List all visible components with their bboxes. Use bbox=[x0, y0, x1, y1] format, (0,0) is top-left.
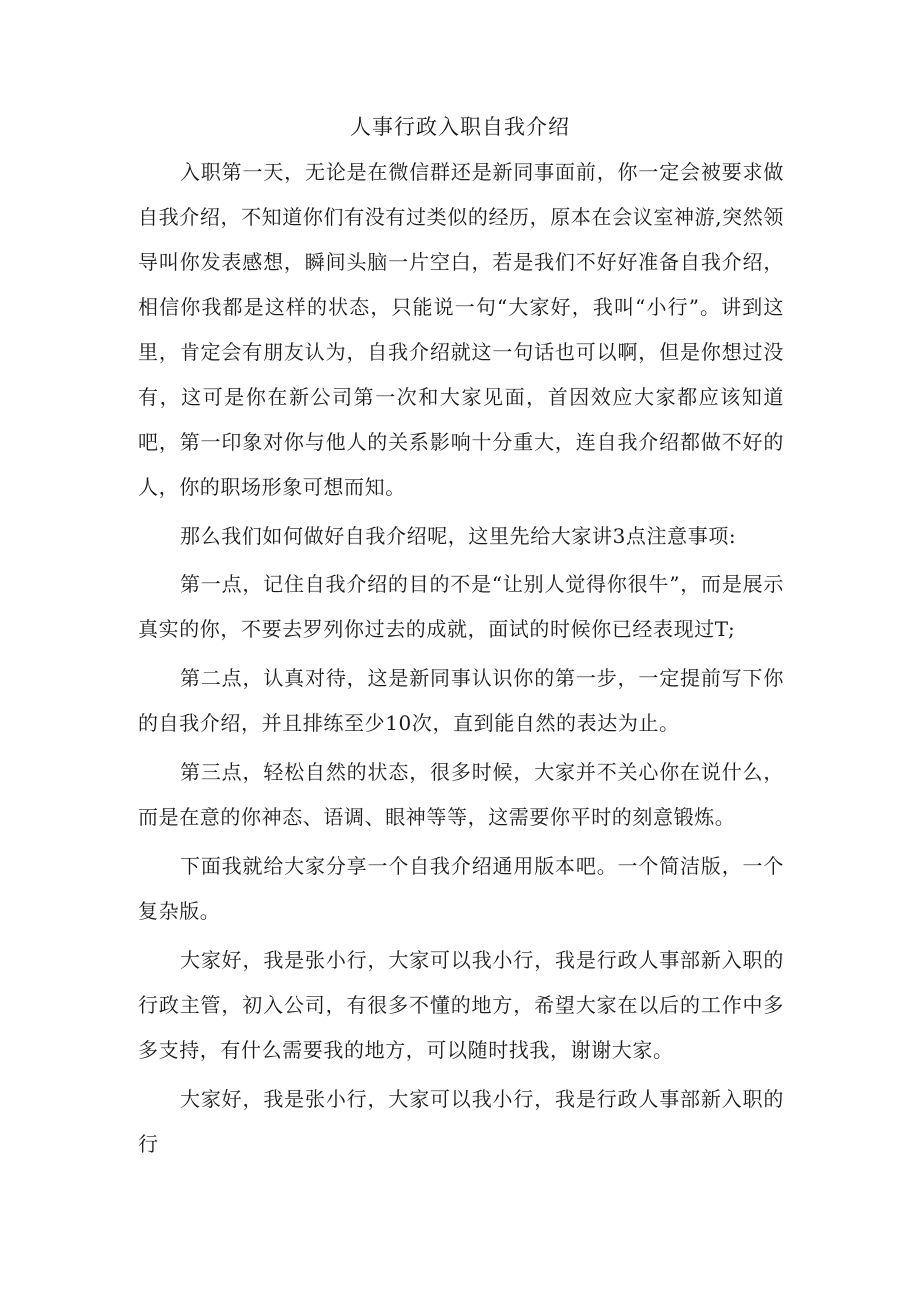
paragraph-tip-two: 第二点，认真对待，这是新同事认识你的第一步，一定提前写下你的自我介绍，并且排练至少10次，直到能自然的表达为止。 bbox=[138, 666, 784, 735]
paragraph-tip-three: 第三点，轻松自然的状态，很多时候，大家并不关心你在说什么，而是在意的你神态、语调、眼神等等，这需要你平时的刻意锻炼。 bbox=[138, 760, 784, 829]
paragraph-tips-lead: 那么我们如何做好自我介绍呢，这里先给大家讲3点注意事项: bbox=[180, 524, 737, 548]
paragraph-intro: 入职第一天，无论是在微信群还是新同事面前，你一定会被要求做自我介绍，不知道你们有没有过类似的经历，原本在会议室神游,突然领导叫你发表感想，瞬间头脑一片空白，若是我们不好好准备自我介绍，相信你我都是这样的状态，只能说一句“大家好，我叫“小行”。讲到这里，肯定会有朋友认为，自我介绍就这一句话也可以啊，但是你想过没有，这可是你在新公司第一次和大家见面，首因效应大家都应该知道吧，第一印象对你与他人的关系影响十分重大，连自我介绍都做不好的人，你的职场形象可想而知。 bbox=[138, 160, 784, 499]
paragraph-tip-one: 第一点，记住自我介绍的目的不是“让别人觉得你很牛”，而是展示真实的你，不要去罗列你过去的成就，面试的时候你已经表现过T; bbox=[138, 572, 784, 641]
document-title: 人事行政入职自我介绍 bbox=[350, 115, 570, 139]
paragraph-complex-version: 大家好，我是张小行，大家可以我小行，我是行政人事部新入职的行 bbox=[138, 1087, 784, 1156]
paragraph-simple-version: 大家好，我是张小行，大家可以我小行，我是行政人事部新入职的行政主管，初入公司，有很多不懂的地方，希望大家在以后的工作中多多支持，有什么需要我的地方，可以随时找我，谢谢大家。 bbox=[138, 948, 784, 1062]
paragraph-versions-lead: 下面我就给大家分享一个自我介绍通用版本吧。一个简洁版，一个复杂版。 bbox=[138, 854, 784, 923]
document-body bbox=[138, 150, 784, 1171]
